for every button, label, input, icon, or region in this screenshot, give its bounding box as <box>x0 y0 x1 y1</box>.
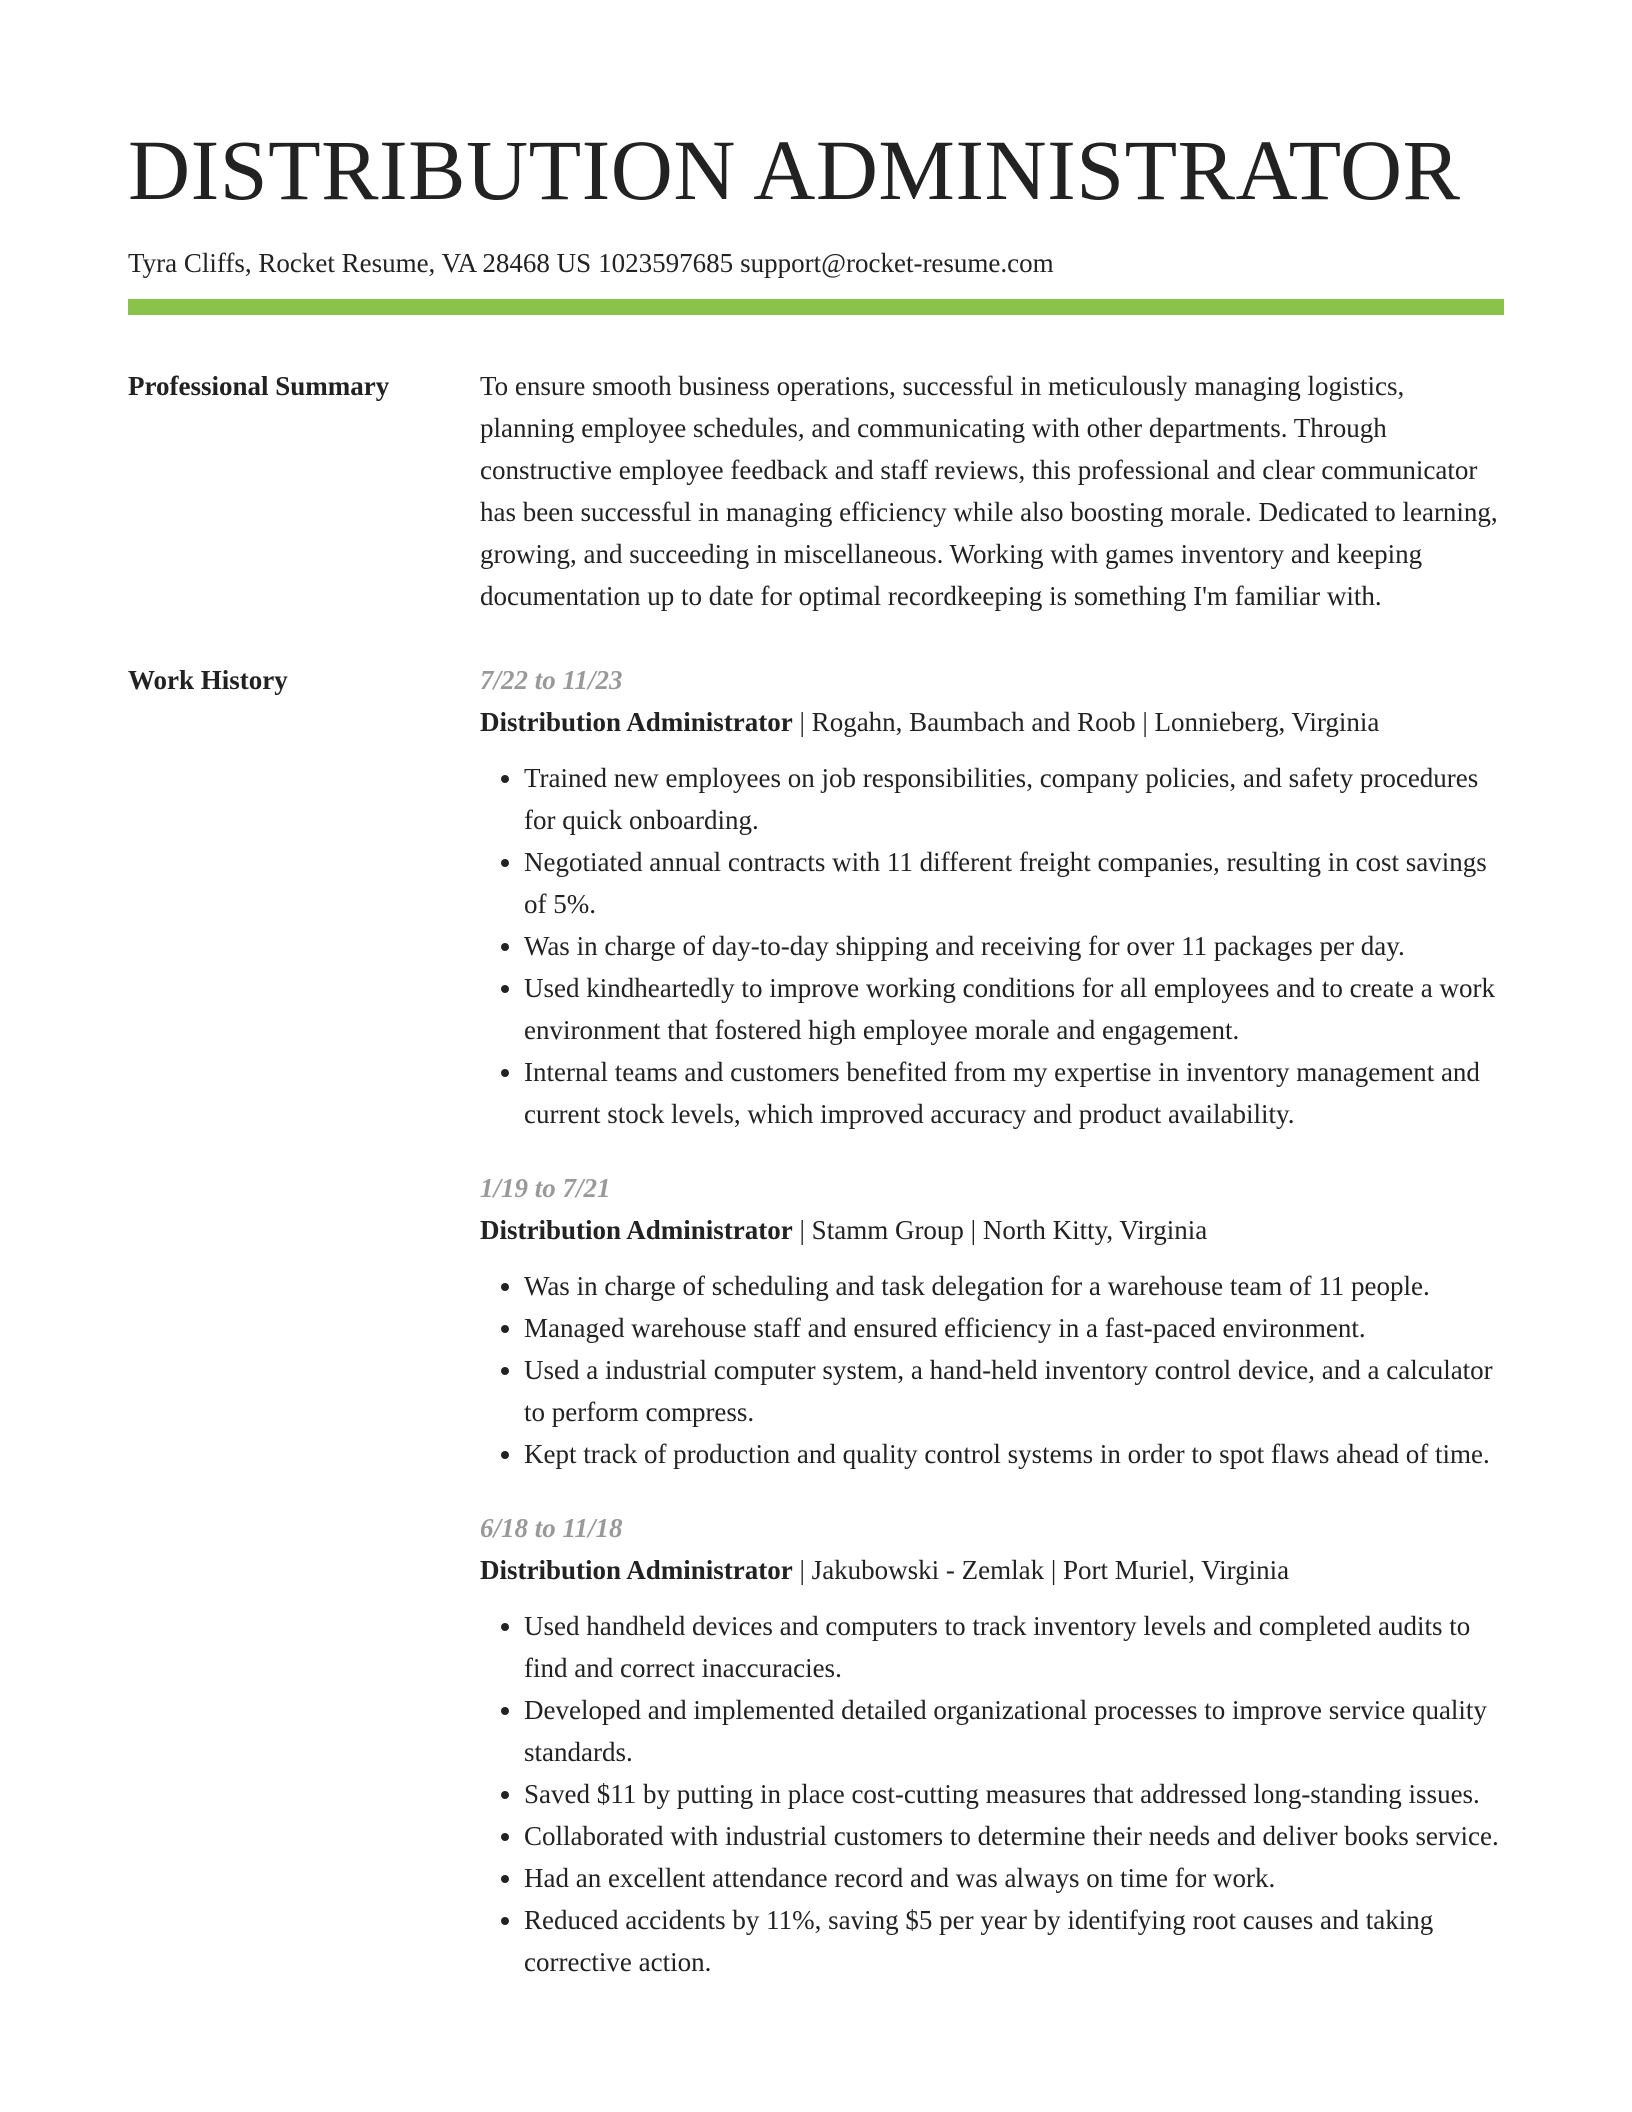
job-entry <box>480 1167 1504 1475</box>
job-heading <box>480 1549 1504 1591</box>
job-bullet: • Managed warehouse staff and ensured efficiency in a fast-paced environment. <box>524 1307 1504 1349</box>
job-bullet: • Negotiated annual contracts with 11 different freight companies, resulting in cost savings of 5%. <box>524 841 1504 925</box>
job-bullet: • Was in charge of scheduling and task delegation for a warehouse team of 11 people. <box>524 1265 1504 1307</box>
job-title: Distribution Administrator <box>480 1555 793 1585</box>
job-details: | Stamm Group | North Kitty, Virginia <box>792 1215 1208 1245</box>
contact-phone: 1023597685 <box>598 248 734 278</box>
summary-section <box>128 365 1504 617</box>
job-bullet: • Had an excellent attendance record and was always on time for work. <box>524 1857 1504 1899</box>
job-title: Distribution Administrator <box>480 1215 793 1245</box>
job-heading <box>480 701 1504 743</box>
job-bullet: • Trained new employees on job responsibilities, company policies, and safety procedures for quick onboarding. <box>524 757 1504 841</box>
job-bullet: • Collaborated with industrial customers to determine their needs and deliver books service. <box>524 1815 1504 1857</box>
job-heading <box>480 1209 1504 1251</box>
job-bullet: • Internal teams and customers benefited from my expertise in inventory management and current stock levels, which improved accuracy and product availability. <box>524 1051 1504 1135</box>
job-details: | Jakubowski - Zemlak | Port Muriel, Virginia <box>792 1555 1290 1585</box>
job-bullet: • Used handheld devices and computers to track inventory levels and completed audits to find and correct inaccuracies. <box>524 1605 1504 1689</box>
job-bullet: • Saved $11 by putting in place cost-cutting measures that addressed long-standing issues. <box>524 1773 1504 1815</box>
resume-page <box>128 118 1504 2015</box>
job-bullet: • Reduced accidents by 11%, saving $5 per year by identifying root causes and taking corrective action. <box>524 1899 1504 1983</box>
job-bullet: • Used a industrial computer system, a hand-held inventory control device, and a calculator to perform compress. <box>524 1349 1504 1433</box>
job-dates: 6/18 to 11/18 <box>480 1513 623 1543</box>
summary-body <box>480 365 1504 617</box>
resume-title: DISTRIBUTION ADMINISTRATOR <box>128 122 1461 218</box>
contact-address: Tyra Cliffs, Rocket Resume, VA 28468 US <box>128 248 592 278</box>
contact-line <box>128 246 1504 280</box>
job-bullets <box>480 1265 1504 1475</box>
summary-text: To ensure smooth business operations, successful in meticulously managing logistics, planning employee schedules, and communicating with other departments. Through constructive employee feedback and staff reviews, this professional and clear communicator has been successful in managing efficiency while also boosting morale. Dedicated to learning, growing, and succeeding in miscellaneous. Working with games inventory and keeping documentation up to date for optimal recordkeeping is something I'm familiar with. <box>480 371 1498 611</box>
job-dates: 7/22 to 11/23 <box>480 665 623 695</box>
job-bullet: • Developed and implemented detailed organizational processes to improve service quality standards. <box>524 1689 1504 1773</box>
work-history-body <box>480 659 1504 2015</box>
job-title: Distribution Administrator <box>480 707 793 737</box>
work-history-heading: Work History <box>128 665 288 695</box>
job-dates: 1/19 to 7/21 <box>480 1173 611 1203</box>
job-bullet: • Was in charge of day-to-day shipping and receiving for over 11 packages per day. <box>524 925 1504 967</box>
summary-heading: Professional Summary <box>128 371 390 401</box>
work-history-section <box>128 659 1504 2015</box>
job-details: | Rogahn, Baumbach and Roob | Lonnieberg, Virginia <box>792 707 1380 737</box>
contact-email: support@rocket-resume.com <box>740 248 1054 278</box>
job-bullet: • Kept track of production and quality control systems in order to spot flaws ahead of time. <box>524 1433 1504 1475</box>
job-bullets <box>480 757 1504 1135</box>
job-entry <box>480 1507 1504 1983</box>
job-entry <box>480 659 1504 1135</box>
job-bullets <box>480 1605 1504 1983</box>
header-divider <box>128 299 1504 315</box>
job-bullet: • Used kindheartedly to improve working conditions for all employees and to create a work environment that fostered high employee morale and engagement. <box>524 967 1504 1051</box>
